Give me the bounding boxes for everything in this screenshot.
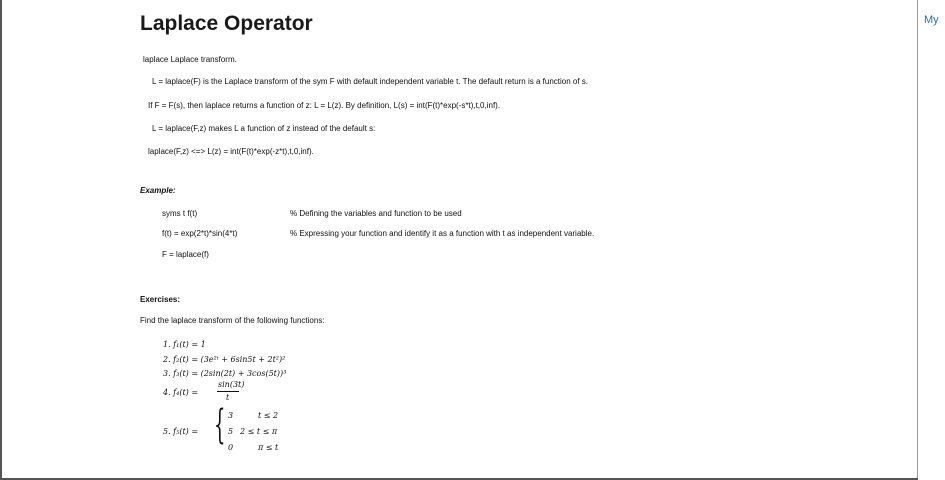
example-code-1: syms t f(t) [162, 209, 198, 218]
fraction-bar [217, 391, 239, 392]
exercise-item-1: 1. f₁(t) = 1 [163, 340, 206, 349]
exercise-item-2: 2. f₂(t) = (3e²ᵗ + 6sin5t + 2t²)² [163, 355, 286, 364]
example-code-3: F = laplace(f) [162, 250, 209, 259]
exercise-item-4-label: 4. f₄(t) = [163, 388, 199, 397]
example-comment-1: % Defining the variables and function to be used [290, 209, 462, 218]
frame-right-border [917, 0, 918, 480]
exercises-heading: Exercises: [140, 295, 181, 304]
case-condition-1: t ≤ 2 [258, 411, 279, 420]
example-heading: Example: [140, 186, 176, 195]
exercise-item-4-denominator: t [226, 393, 230, 402]
page-title: Laplace Operator [140, 12, 313, 35]
example-code-2: f(t) = exp(2*t)*sin(4*t) [162, 229, 238, 238]
piecewise-brace: { [214, 402, 226, 448]
example-comment-2: % Expressing your function and identify it as a function with t as independent variable. [290, 229, 595, 238]
exercise-item-4-numerator: sin(3t) [218, 380, 245, 389]
case-value-1: 3 [228, 411, 234, 420]
exercise-item-3: 3. f₃(t) = (2sin(2t) + 3cos(5t))³ [163, 369, 287, 378]
description-line-1: L = laplace(F) is the Laplace transform of the sym F with default independent variable t. The default return is a function of s. [152, 77, 589, 86]
case-condition-2: 2 ≤ t ≤ π [240, 427, 278, 436]
description-line-3: L = laplace(F,z) makes L a function of z instead of the default s: [152, 124, 376, 133]
corner-link[interactable]: My [924, 14, 939, 26]
case-value-2: 5 [228, 427, 234, 436]
description-line-2: If F = F(s), then laplace returns a function of z: L = L(z). By definition, L(s) = int(F(t)*exp(-s*t),t,0,inf). [148, 101, 501, 110]
case-condition-3: π ≤ t [258, 443, 279, 452]
case-value-3: 0 [228, 443, 234, 452]
frame-left-border [0, 0, 2, 480]
description-line-4: laplace(F,z) <=> L(z) = int(F(t)*exp(-z*t),t,0,inf). [148, 147, 314, 156]
exercise-item-5-label: 5. f₅(t) = [163, 427, 199, 436]
exercises-intro: Find the laplace transform of the following functions: [140, 316, 325, 325]
description-heading: laplace Laplace transform. [143, 55, 237, 64]
